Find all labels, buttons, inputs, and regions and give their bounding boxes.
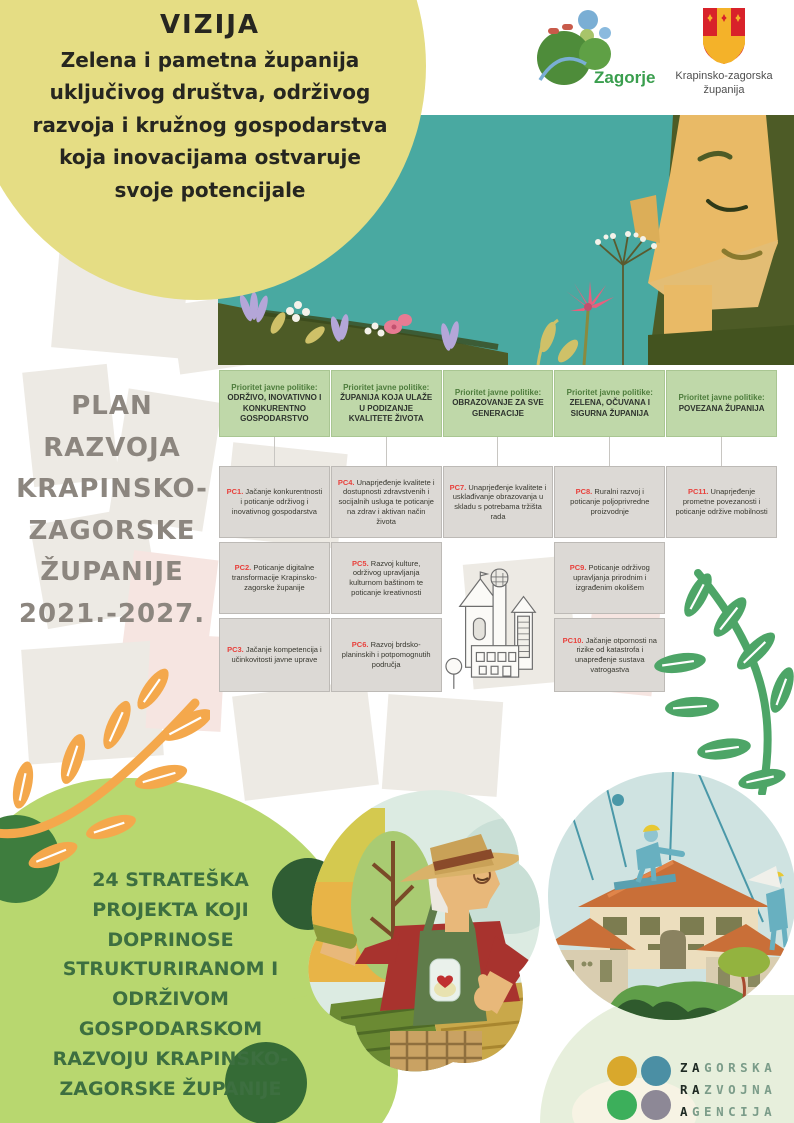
orange-branch-icon (0, 655, 210, 895)
note-line: PROJEKTA KOJI (92, 898, 249, 921)
plan-title-line: RAZVOJA (43, 432, 181, 463)
agency-rest: GORSKA (704, 1060, 777, 1075)
priority-prefix: Prioritet javne politike: (566, 387, 653, 397)
priority-name: ZELENA, OČUVANA I SIGURNA ŽUPANIJA (569, 398, 651, 418)
plan-title-line: PLAN (71, 391, 153, 421)
agency-line (680, 1079, 776, 1101)
policy-code: PC9. (569, 563, 587, 573)
policy-cell-pc3 (219, 618, 330, 692)
map-patch (382, 694, 503, 797)
priority-header-row (219, 370, 777, 437)
agency-name (680, 1057, 776, 1123)
vision-line: uključivog društva, održivog (49, 80, 371, 105)
policy-code: PC1. (226, 487, 244, 497)
agency-line (680, 1057, 776, 1079)
policy-text: Ruralni razvoj i poticanje poljoprivredne proizvodnje (570, 487, 650, 516)
agency-strong: RA (680, 1081, 705, 1097)
county-coat-of-arms-icon (703, 8, 745, 64)
policy-cell-pc9 (554, 542, 665, 614)
policy-code: PC8. (575, 487, 593, 497)
construction-illustration (548, 772, 794, 1020)
connector-line (609, 437, 610, 467)
policy-code: PC2. (234, 563, 252, 573)
vision-line: koja inovacijama ostvaruje (59, 145, 361, 170)
policy-cell-pc6 (331, 618, 442, 692)
priority-prefix: Prioritet javne politike: (678, 393, 765, 403)
policy-text: Poticanje digitalne transformacije Krapinsko-zagorske županije (231, 563, 317, 592)
castle-sketch-illustration (444, 564, 552, 692)
note-line: DOPRINOSE (107, 928, 234, 951)
green-branch-icon (650, 555, 794, 795)
priority-header-4 (554, 370, 665, 437)
priority-header-5 (666, 370, 777, 437)
priority-header-1 (219, 370, 330, 437)
policy-text: Unaprjeđenje prometne povezanosti i poticanje održive mobilnosti (675, 487, 768, 516)
plan-title-line: KRAPINSKO- (16, 474, 208, 505)
connector-line (274, 437, 275, 467)
farmer-illustration (295, 786, 547, 1076)
priority-header-3 (443, 370, 554, 437)
policy-code: PC10. (562, 635, 584, 645)
county-label-line1: Krapinsko-zagorska (675, 70, 773, 82)
note-line: RAZVOJU KRAPINSKO- (52, 1047, 289, 1070)
policy-text: Jačanje konkurentnosti i poticanje održivog i inovativnog gospodarstva (231, 487, 323, 516)
connector-line (386, 437, 387, 467)
construction-scene (548, 772, 794, 1020)
priority-prefix: Prioritet javne politike: (454, 387, 542, 397)
policy-text: Razvoj brdsko-planinskih i potpomognutih područja (341, 640, 431, 669)
policy-cell-pc8 (554, 466, 665, 538)
note-line: STRUKTURIRANOM I (62, 958, 279, 981)
priority-name: OBRAZOVANJE ZA SVE GENERACIJE (452, 398, 544, 418)
policy-text: Jačanje otpornosti na rizike od katastrofa i unapređenje sustava vatrogastva (574, 635, 657, 674)
agency-rest: GENCIJA (692, 1103, 777, 1119)
map-patch (232, 680, 379, 801)
policy-cell-pc7 (443, 466, 554, 538)
policy-cell-pc4 (331, 466, 442, 538)
zagorje-logo (532, 6, 667, 98)
policy-text: Jačanje kompetencija i učinkovitosti javne uprave (231, 645, 322, 664)
county-logo (655, 8, 793, 98)
county-logo-label (655, 70, 793, 98)
county-label-line2: županija (703, 83, 745, 96)
policy-text: Unaprjeđenje kvalitete i usklađivanje obrazovanja u skladu s potrebama tržišta rada (452, 482, 547, 521)
priority-name: ODRŽIVO, INOVATIVNO I KONKURENTNO GOSPODARSTVO (227, 393, 322, 423)
connector-line (721, 437, 722, 467)
policy-code: PC5. (352, 558, 369, 568)
priority-name: POVEZANA ŽUPANIJA (678, 403, 765, 413)
vision-line: Zelena i pametna županija (60, 48, 360, 72)
plan-title (8, 386, 216, 636)
vision-line: svoje potencijale (114, 177, 306, 202)
connector-line (497, 437, 498, 467)
policy-code: PC3. (227, 645, 244, 655)
vision-line: razvoja i kružnog gospodarstva (32, 112, 388, 137)
note-line: ODRŽIVOM (112, 988, 229, 1011)
strategic-projects-note (28, 866, 313, 1105)
agency-logo (600, 1050, 792, 1120)
policy-text: Unaprjeđenje kvalitete i dostupnosti zdravstvenih i socijalnih usluga te poticanje na zdrav i aktivan način života (338, 477, 435, 526)
plan-title-line: 2021.-2027. (18, 598, 206, 629)
policy-cell-pc10 (554, 618, 665, 692)
agency-strong: A (680, 1103, 693, 1119)
castle-sketch-cell (443, 542, 554, 692)
agency-strong: ZA (680, 1060, 705, 1075)
policy-cell-pc2 (219, 542, 330, 614)
plan-title-line: ŽUPANIJE (40, 557, 184, 588)
priority-name: ŽUPANIJA KOJA ULAŽE U PODIZANJE KVALITETE ŽIVOTA (340, 393, 433, 423)
agency-circles-icon (606, 1056, 672, 1122)
priority-prefix: Prioritet javne politike: (231, 382, 318, 392)
note-line: ZAGORSKE ŽUPANIJE (59, 1077, 282, 1100)
priority-header-2 (331, 370, 442, 437)
policy-code: PC4. (337, 477, 355, 487)
vision-title: VIZIJA (159, 10, 261, 40)
policy-cell-pc11 (666, 466, 777, 538)
agency-rest: ZVOJNA (704, 1081, 777, 1097)
zagorje-logo-label: Zagorje (594, 68, 656, 87)
policy-code: PC11. (688, 487, 709, 497)
note-line: GOSPODARSKOM (78, 1018, 263, 1041)
policy-cell-pc1 (219, 466, 330, 538)
policy-code: PC6. (351, 640, 369, 650)
note-line: 24 STRATEŠKA (92, 869, 249, 891)
policy-text: Razvoj kulture, održivog upravljanja kulturnom baštinom te poticanje kreativnosti (349, 558, 424, 597)
policy-cell-pc5 (331, 542, 442, 614)
policy-code: PC7. (449, 482, 467, 492)
agency-line (680, 1101, 776, 1123)
priority-prefix: Prioritet javne politike: (343, 382, 430, 392)
vision-statement (10, 10, 410, 206)
plan-title-line: ZAGORSKE (28, 515, 196, 546)
policy-text: Poticanje održivog upravljanja prirodnim i izgrađenim okolišem (573, 563, 650, 592)
